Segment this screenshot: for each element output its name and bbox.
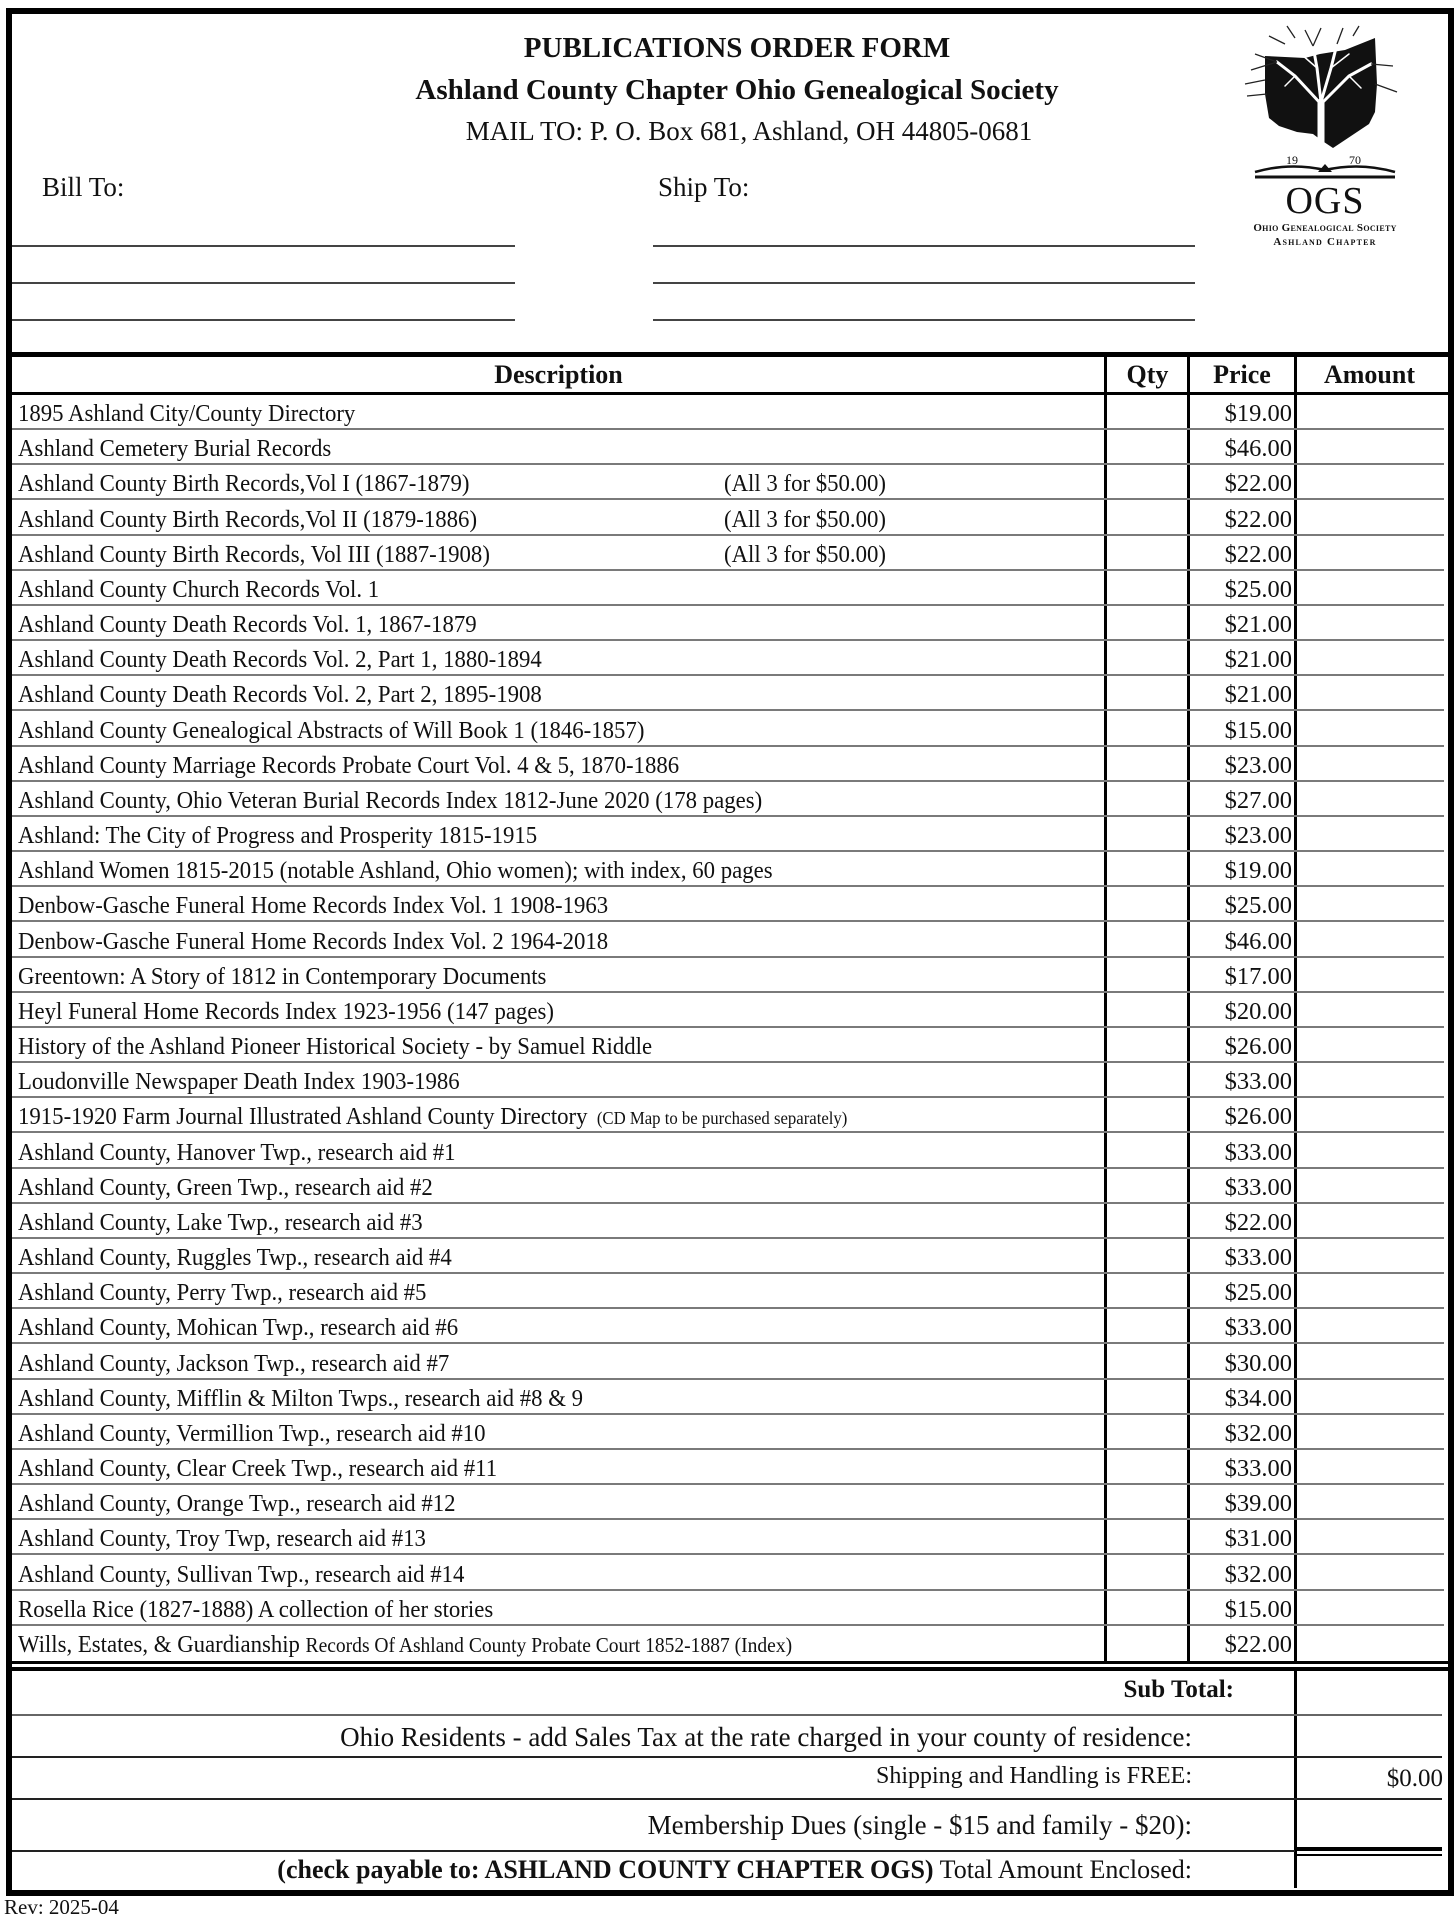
description-text: Ashland County, Clear Creek Twp., research aid #11	[18, 1455, 498, 1482]
table-row	[12, 395, 1444, 430]
table-row	[12, 641, 1444, 676]
table-row	[12, 1098, 1444, 1133]
table-row	[12, 817, 1444, 852]
qty-field[interactable]	[1107, 678, 1187, 709]
row-description	[18, 1591, 493, 1626]
bundle-offer-note: (All 3 for $50.00)	[724, 540, 887, 568]
amount-field[interactable]	[1298, 995, 1442, 1026]
qty-field[interactable]	[1107, 925, 1187, 956]
price-value: $25.00	[1224, 1279, 1292, 1307]
table-row	[12, 993, 1444, 1028]
amount-field[interactable]	[1298, 1100, 1442, 1131]
description-text: Ashland County, Lake Twp., research aid #3	[18, 1208, 423, 1236]
amount-field[interactable]	[1298, 1522, 1442, 1553]
price-value: $31.00	[1224, 1525, 1292, 1553]
description-text: Ashland County, Green Twp., research aid #2	[18, 1173, 433, 1201]
table-row	[12, 536, 1444, 571]
qty-field[interactable]	[1107, 1487, 1187, 1518]
row-description	[18, 1450, 497, 1485]
row-description	[18, 1134, 456, 1169]
price-value: $33.00	[1224, 1138, 1292, 1166]
column-header-description: Description	[494, 360, 623, 389]
check-payable-note: (check payable to: ASHLAND COUNTY CHAPTER OGS)	[277, 1855, 934, 1884]
row-description	[18, 1520, 426, 1555]
description-text: Ashland County, Ruggles Twp., research aid #4	[18, 1244, 452, 1271]
amount-field[interactable]	[1298, 819, 1442, 850]
description-text: 1895 Ashland City/County Directory	[18, 400, 356, 427]
amount-field[interactable]	[1298, 1276, 1442, 1307]
price-value: $33.00	[1224, 1455, 1292, 1482]
shipping-label: Shipping and Handling is FREE:	[875, 1763, 1192, 1789]
price-value: $33.00	[1224, 1173, 1292, 1201]
amount-field[interactable]	[1298, 678, 1442, 709]
amount-field[interactable]	[1298, 1417, 1442, 1448]
amount-field[interactable]	[1298, 397, 1442, 428]
row-description	[18, 1485, 456, 1520]
logo-year-right: 70	[1349, 153, 1361, 167]
description-text: Ashland County, Sullivan Twp., research aid #14	[18, 1560, 465, 1588]
description-text: Ashland County Marriage Records Probate Court Vol. 4 & 5, 1870-1886	[18, 751, 680, 779]
amount-field[interactable]	[1298, 643, 1442, 674]
qty-field[interactable]	[1107, 1558, 1187, 1589]
qty-field[interactable]	[1107, 1628, 1187, 1659]
price-value: $15.00	[1224, 716, 1292, 744]
row-description	[18, 958, 546, 993]
price-value: $39.00	[1224, 1490, 1292, 1518]
row-description	[18, 1415, 486, 1450]
table-row	[12, 571, 1444, 606]
qty-field[interactable]	[1107, 1136, 1187, 1167]
qty-field[interactable]	[1107, 1065, 1187, 1096]
description-text: Rosella Rice (1827-1888) A collection of her stories	[18, 1595, 494, 1623]
price-value: $17.00	[1224, 962, 1292, 990]
table-row	[12, 1239, 1444, 1274]
form-title: PUBLICATIONS ORDER FORM	[523, 32, 951, 64]
qty-field[interactable]	[1107, 467, 1187, 498]
qty-field[interactable]	[1107, 432, 1187, 463]
description-text: Ashland County Church Records Vol. 1	[18, 575, 380, 603]
total-amount-field[interactable]	[1297, 1858, 1441, 1886]
table-row	[12, 1204, 1444, 1239]
qty-field[interactable]	[1107, 1417, 1187, 1448]
qty-field[interactable]	[1107, 1100, 1187, 1131]
price-value: $22.00	[1224, 470, 1292, 498]
table-row	[12, 958, 1444, 993]
qty-field[interactable]	[1107, 960, 1187, 991]
table-row	[12, 606, 1444, 641]
row-description	[18, 1239, 452, 1274]
row-description	[18, 1345, 449, 1380]
price-value: $26.00	[1224, 1103, 1292, 1131]
description-text: Loudonville Newspaper Death Index 1903-1986	[18, 1068, 460, 1096]
description-text: Ashland County Death Records Vol. 1, 1867-1879	[18, 611, 477, 638]
qty-field[interactable]	[1107, 1206, 1187, 1237]
table-row	[12, 1380, 1444, 1415]
price-value: $23.00	[1224, 751, 1292, 779]
price-value: $32.00	[1224, 1560, 1292, 1588]
qty-field[interactable]	[1107, 1311, 1187, 1342]
summary-separator	[12, 1850, 1295, 1852]
amount-field[interactable]	[1298, 749, 1442, 780]
ohio-tree-book-icon	[1225, 24, 1425, 180]
table-row	[12, 1134, 1444, 1169]
summary-separator	[12, 1798, 1442, 1800]
description-subnote: (CD Map to be purchased separately)	[596, 1108, 848, 1129]
price-value: $21.00	[1224, 681, 1292, 709]
price-value: $22.00	[1224, 1208, 1292, 1236]
table-row	[12, 887, 1444, 922]
amount-field[interactable]	[1298, 538, 1442, 569]
organization-name: Ashland County Chapter Ohio Genealogical Society	[415, 74, 1059, 106]
column-header-price: Price	[1213, 360, 1271, 389]
row-description	[18, 1556, 464, 1591]
price-value: $33.00	[1224, 1068, 1292, 1096]
summary-separator	[12, 1756, 1442, 1758]
qty-field[interactable]	[1107, 503, 1187, 534]
revision-label: Rev: 2025-04	[4, 1895, 119, 1919]
description-text: 1915-1920 Farm Journal Illustrated Ashland County Directory	[18, 1103, 588, 1131]
qty-field[interactable]	[1107, 1347, 1187, 1378]
description-text: Ashland County, Mifflin & Milton Twps., research aid #8 & 9	[18, 1384, 584, 1412]
table-row	[12, 501, 1444, 536]
amount-field[interactable]	[1298, 1628, 1442, 1659]
table-row	[12, 712, 1444, 747]
row-description	[18, 1063, 460, 1098]
description-text: Denbow-Gasche Funeral Home Records Index Vol. 2 1964-2018	[18, 927, 609, 955]
mail-to-address: MAIL TO: P. O. Box 681, Ashland, OH 44805-0681	[465, 116, 1033, 146]
price-value: $32.00	[1224, 1419, 1292, 1447]
qty-field[interactable]	[1107, 889, 1187, 920]
logo-abbreviation: OGS	[1285, 180, 1365, 222]
row-description	[18, 536, 490, 571]
amount-field[interactable]	[1298, 1311, 1442, 1342]
qty-field[interactable]	[1107, 1452, 1187, 1483]
description-text: Ashland County, Orange Twp., research aid #12	[18, 1490, 456, 1518]
price-value: $22.00	[1224, 540, 1292, 568]
qty-field[interactable]	[1107, 1382, 1187, 1413]
subtotal-amount-field[interactable]	[1297, 1671, 1441, 1713]
table-row	[12, 1063, 1444, 1098]
total-double-line-1	[1297, 1847, 1442, 1851]
description-text: Ashland County Birth Records,Vol II (1879-1886)	[18, 505, 478, 533]
price-value: $25.00	[1224, 575, 1292, 603]
bill-to-label: Bill To:	[42, 172, 125, 202]
bundle-offer-note: (All 3 for $50.00)	[724, 470, 887, 498]
ship-to-line-1[interactable]	[653, 245, 1195, 247]
amount-field[interactable]	[1298, 1593, 1442, 1624]
table-row	[12, 1556, 1444, 1591]
row-description	[18, 465, 469, 500]
row-description	[18, 606, 477, 641]
amount-field[interactable]	[1298, 854, 1442, 885]
row-description	[18, 430, 331, 465]
ship-to-line-3[interactable]	[653, 319, 1195, 321]
amount-field[interactable]	[1298, 467, 1442, 498]
ship-to-label: Ship To:	[658, 172, 750, 202]
qty-field[interactable]	[1107, 1593, 1187, 1624]
description-text: Ashland Women 1815-2015 (notable Ashland, Ohio women); with index, 60 pages	[18, 857, 773, 885]
qty-field[interactable]	[1107, 995, 1187, 1026]
row-description	[18, 501, 477, 536]
amount-field[interactable]	[1298, 960, 1442, 991]
logo-year-left: 19	[1286, 153, 1298, 167]
description-text: Ashland County Genealogical Abstracts of Will Book 1 (1846-1857)	[18, 716, 645, 744]
price-value: $30.00	[1224, 1349, 1292, 1377]
column-header-amount: Amount	[1323, 360, 1415, 389]
amount-field[interactable]	[1298, 573, 1442, 604]
description-text: Ashland County Death Records Vol. 2, Part 2, 1895-1908	[18, 681, 542, 709]
row-description	[18, 747, 679, 782]
price-value: $26.00	[1224, 1033, 1292, 1060]
row-description	[18, 1098, 847, 1133]
qty-field[interactable]	[1107, 1030, 1187, 1061]
description-text: Ashland County Birth Records,Vol I (1867-1879)	[18, 470, 470, 498]
column-header-qty: Qty	[1126, 360, 1169, 389]
description-text: Ashland County, Vermillion Twp., research aid #10	[18, 1419, 486, 1447]
table-row	[12, 1345, 1444, 1380]
table-row	[12, 747, 1444, 782]
table-row	[12, 782, 1444, 817]
qty-field[interactable]	[1107, 397, 1187, 428]
amount-field[interactable]	[1298, 1558, 1442, 1589]
price-value: $21.00	[1224, 646, 1292, 674]
description-text: Ashland County Birth Records, Vol III (1887-1908)	[18, 540, 490, 568]
description-subnote: Records Of Ashland County Probate Court 1852-1887 (Index)	[305, 1632, 793, 1657]
price-value: $22.00	[1224, 505, 1292, 533]
table-row	[12, 1591, 1444, 1626]
row-description	[18, 923, 608, 958]
row-description	[18, 1309, 458, 1344]
description-text: Ashland County, Perry Twp., research aid #5	[18, 1279, 427, 1307]
amount-field[interactable]	[1298, 1382, 1442, 1413]
description-text: Ashland County, Ohio Veteran Burial Records Index 1812-June 2020 (178 pages)	[18, 786, 763, 814]
price-value: $21.00	[1224, 611, 1292, 638]
qty-field[interactable]	[1107, 749, 1187, 780]
table-row	[12, 1450, 1444, 1485]
row-description	[18, 993, 554, 1028]
description-text: Ashland County, Troy Twp, research aid #13	[18, 1525, 426, 1553]
bill-to-line-3[interactable]	[12, 319, 515, 321]
subtotal-label: Sub Total:	[1123, 1676, 1234, 1703]
table-row	[12, 852, 1444, 887]
amount-field[interactable]	[1298, 1030, 1442, 1061]
amount-field[interactable]	[1298, 503, 1442, 534]
total-amount-label: Total Amount Enclosed:	[939, 1855, 1192, 1884]
price-value: $34.00	[1224, 1384, 1292, 1412]
summary-separator	[12, 1714, 1442, 1716]
qty-field[interactable]	[1107, 854, 1187, 885]
logo-society-name: Ohio Genealogical Society	[1253, 222, 1397, 234]
ship-to-line-2[interactable]	[653, 282, 1195, 284]
qty-field[interactable]	[1107, 1276, 1187, 1307]
qty-field[interactable]	[1107, 573, 1187, 604]
description-text: Greentown: A Story of 1812 in Contemporary Documents	[18, 962, 547, 990]
row-description	[18, 887, 608, 922]
description-text: Ashland County Death Records Vol. 2, Part 1, 1880-1894	[18, 646, 542, 674]
amount-field[interactable]	[1298, 784, 1442, 815]
row-description	[18, 641, 542, 676]
sales-tax-label: Ohio Residents - add Sales Tax at the rate charged in your county of residence:	[340, 1722, 1192, 1752]
price-value: $22.00	[1224, 1630, 1292, 1658]
qty-field[interactable]	[1107, 819, 1187, 850]
logo-chapter-name: Ashland Chapter	[1273, 236, 1377, 248]
bill-to-line-2[interactable]	[12, 282, 515, 284]
amount-field[interactable]	[1298, 1452, 1442, 1483]
amount-field[interactable]	[1298, 925, 1442, 956]
amount-field[interactable]	[1298, 1241, 1442, 1272]
amount-field[interactable]	[1298, 432, 1442, 463]
row-description	[18, 1274, 426, 1309]
qty-field[interactable]	[1107, 1171, 1187, 1202]
price-value: $46.00	[1224, 927, 1292, 955]
row-description	[18, 1204, 423, 1239]
qty-field[interactable]	[1107, 784, 1187, 815]
description-text: Ashland County, Jackson Twp., research aid #7	[18, 1349, 450, 1377]
table-row	[12, 1415, 1444, 1450]
amount-field[interactable]	[1298, 1206, 1442, 1237]
table-row	[12, 676, 1444, 711]
amount-field[interactable]	[1298, 608, 1442, 639]
price-value: $19.00	[1224, 857, 1292, 885]
description-text: Ashland County, Hanover Twp., research aid #1	[18, 1138, 456, 1166]
table-row	[12, 465, 1444, 500]
row-description	[18, 1626, 792, 1661]
row-description	[18, 1169, 433, 1204]
row-description	[18, 676, 542, 711]
price-value: $33.00	[1224, 1314, 1292, 1342]
price-value: $23.00	[1224, 822, 1292, 849]
price-value: $27.00	[1224, 786, 1292, 814]
amount-field[interactable]	[1298, 1347, 1442, 1378]
bundle-offer-note: (All 3 for $50.00)	[724, 505, 887, 533]
table-row	[12, 1520, 1444, 1555]
ogs-logo	[1222, 24, 1428, 250]
row-description	[18, 1028, 652, 1063]
qty-field[interactable]	[1107, 538, 1187, 569]
description-text: Denbow-Gasche Funeral Home Records Index Vol. 1 1908-1963	[18, 892, 609, 920]
row-description	[18, 817, 537, 852]
price-value: $25.00	[1224, 892, 1292, 920]
description-text: Ashland Cemetery Burial Records	[18, 435, 332, 463]
table-row	[12, 1028, 1444, 1063]
table-row	[12, 1274, 1444, 1309]
table-row	[12, 430, 1444, 465]
amount-field[interactable]	[1298, 1487, 1442, 1518]
qty-field[interactable]	[1107, 714, 1187, 745]
price-value: $15.00	[1224, 1595, 1292, 1623]
description-text: History of the Ashland Pioneer Historical Society - by Samuel Riddle	[18, 1033, 653, 1060]
row-description	[18, 852, 773, 887]
membership-dues-label: Membership Dues (single - $15 and family - $20):	[647, 1810, 1192, 1840]
row-description	[18, 712, 644, 747]
row-description	[18, 1380, 583, 1415]
table-row	[12, 1309, 1444, 1344]
row-description	[18, 571, 379, 606]
total-row	[12, 1855, 1192, 1885]
price-value: $46.00	[1224, 435, 1292, 463]
table-row	[12, 1485, 1444, 1520]
description-text: Wills, Estates, & Guardianship	[18, 1630, 300, 1658]
amount-field[interactable]	[1298, 1065, 1442, 1096]
items-bottom-border-2	[12, 1667, 1448, 1671]
table-row	[12, 1169, 1444, 1204]
amount-field[interactable]	[1298, 1136, 1442, 1167]
items-bottom-border-1	[12, 1661, 1448, 1664]
table-row	[12, 1626, 1444, 1661]
qty-field[interactable]	[1107, 643, 1187, 674]
bill-to-line-1[interactable]	[12, 245, 515, 247]
price-value: $19.00	[1224, 400, 1292, 427]
amount-field[interactable]	[1298, 1171, 1442, 1202]
price-value: $33.00	[1224, 1244, 1292, 1271]
description-text: Ashland County, Mohican Twp., research aid #6	[18, 1314, 459, 1342]
sales-tax-amount-field[interactable]	[1297, 1716, 1441, 1756]
amount-field[interactable]	[1298, 714, 1442, 745]
price-value: $20.00	[1224, 997, 1292, 1025]
row-description	[18, 782, 762, 817]
membership-dues-amount-field[interactable]	[1297, 1800, 1441, 1846]
row-description	[18, 395, 355, 430]
qty-field[interactable]	[1107, 1241, 1187, 1272]
qty-field[interactable]	[1107, 1522, 1187, 1553]
qty-field[interactable]	[1107, 608, 1187, 639]
description-text: Ashland: The City of Progress and Prosperity 1815-1915	[18, 822, 538, 849]
amount-field[interactable]	[1298, 889, 1442, 920]
shipping-amount: $0.00	[1386, 1765, 1443, 1792]
total-double-line-2	[1297, 1854, 1442, 1856]
description-text: Heyl Funeral Home Records Index 1923-1956 (147 pages)	[18, 997, 554, 1025]
table-row	[12, 923, 1444, 958]
